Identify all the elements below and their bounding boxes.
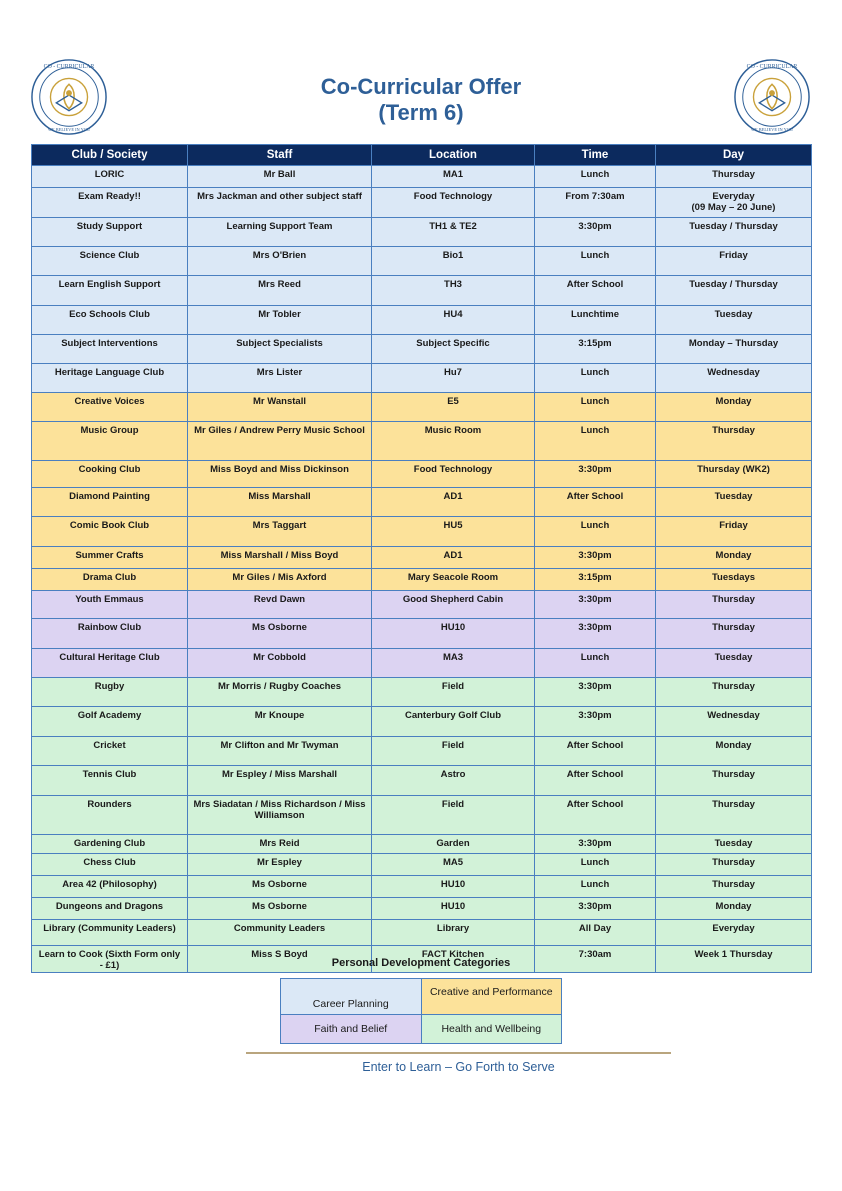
- time-cell: 3:30pm: [535, 898, 656, 920]
- location-cell: HU5: [372, 517, 535, 547]
- club-cell: Gardening Club: [32, 835, 188, 854]
- staff-cell: Ms Osborne: [188, 898, 372, 920]
- club-cell: Rounders: [32, 796, 188, 835]
- header-staff: Staff: [188, 145, 372, 166]
- page-title-line2: (Term 6): [378, 100, 464, 125]
- staff-cell: Mrs Taggart: [188, 517, 372, 547]
- table-row: [32, 188, 812, 218]
- day-cell: Thursday: [656, 766, 812, 796]
- day-cell: Thursday: [656, 591, 812, 619]
- table-row: [32, 517, 812, 547]
- table-row: [32, 247, 812, 276]
- time-cell: Lunch: [535, 876, 656, 898]
- table-row: [32, 218, 812, 247]
- day-cell: Monday: [656, 547, 812, 569]
- location-cell: Music Room: [372, 422, 535, 461]
- day-cell: Tuesday: [656, 306, 812, 335]
- day-cell: Wednesday: [656, 707, 812, 737]
- staff-cell: Ms Osborne: [188, 619, 372, 649]
- time-cell: 3:30pm: [535, 591, 656, 619]
- staff-cell: Mrs Reed: [188, 276, 372, 306]
- club-cell: Music Group: [32, 422, 188, 461]
- location-cell: Library: [372, 920, 535, 946]
- day-cell: Thursday: [656, 166, 812, 188]
- time-cell: After School: [535, 737, 656, 766]
- time-cell: After School: [535, 766, 656, 796]
- club-cell: Area 42 (Philosophy): [32, 876, 188, 898]
- club-cell: Summer Crafts: [32, 547, 188, 569]
- time-cell: Lunch: [535, 247, 656, 276]
- club-cell: Drama Club: [32, 569, 188, 591]
- table-row: [32, 364, 812, 393]
- logo-bottom-text: WE BELIEVE IN YOU: [47, 127, 91, 133]
- day-cell: Tuesday: [656, 835, 812, 854]
- footer-divider: [246, 1052, 671, 1054]
- location-cell: MA5: [372, 854, 535, 876]
- footer-motto: Enter to Learn – Go Forth to Serve: [362, 1060, 555, 1074]
- staff-cell: Miss Boyd and Miss Dickinson: [188, 461, 372, 488]
- page-title-line1: Co-Curricular Offer: [320, 74, 522, 99]
- table-row: [32, 547, 812, 569]
- legend-faith-belief: Faith and Belief: [281, 1015, 422, 1044]
- location-cell: Bio1: [372, 247, 535, 276]
- staff-cell: Mr Morris / Rugby Coaches: [188, 678, 372, 707]
- location-cell: Field: [372, 796, 535, 835]
- location-cell: TH3: [372, 276, 535, 306]
- staff-cell: Mr Giles / Mis Axford: [188, 569, 372, 591]
- location-cell: HU10: [372, 898, 535, 920]
- logo-top-text: CO - CURRICULAR: [43, 63, 95, 70]
- day-cell: Tuesday: [656, 488, 812, 517]
- club-cell: Cooking Club: [32, 461, 188, 488]
- time-cell: 3:30pm: [535, 547, 656, 569]
- location-cell: Canterbury Golf Club: [372, 707, 535, 737]
- table-row: [32, 619, 812, 649]
- day-cell: Monday: [656, 737, 812, 766]
- staff-cell: Mrs Lister: [188, 364, 372, 393]
- club-cell: Eco Schools Club: [32, 306, 188, 335]
- header-club: Club / Society: [32, 145, 188, 166]
- location-cell: Mary Seacole Room: [372, 569, 535, 591]
- time-cell: Lunchtime: [535, 306, 656, 335]
- staff-cell: Mr Knoupe: [188, 707, 372, 737]
- location-cell: Good Shepherd Cabin: [372, 591, 535, 619]
- club-cell: Library (Community Leaders): [32, 920, 188, 946]
- legend-career-planning: Career Planning: [281, 979, 422, 1015]
- staff-cell: Mrs Siadatan / Miss Richardson / Miss Williamson: [188, 796, 372, 835]
- location-cell: AD1: [372, 488, 535, 517]
- location-cell: Field: [372, 737, 535, 766]
- time-cell: Lunch: [535, 166, 656, 188]
- table-row: [32, 306, 812, 335]
- time-cell: All Day: [535, 920, 656, 946]
- club-cell: LORIC: [32, 166, 188, 188]
- table-row: [32, 166, 812, 188]
- club-cell: Diamond Painting: [32, 488, 188, 517]
- day-cell: Thursday: [656, 854, 812, 876]
- table-row: [32, 835, 812, 854]
- club-cell: Learn English Support: [32, 276, 188, 306]
- club-cell: Learn to Cook (Sixth Form only - £1): [32, 946, 188, 973]
- table-row: [32, 461, 812, 488]
- category-legend: [280, 978, 562, 1044]
- table-row: [32, 920, 812, 946]
- staff-cell: Mr Giles / Andrew Perry Music School: [188, 422, 372, 461]
- table-row: [32, 276, 812, 306]
- location-cell: MA3: [372, 649, 535, 678]
- table-row: [32, 649, 812, 678]
- club-cell: Subject Interventions: [32, 335, 188, 364]
- legend-health-wellbeing: Health and Wellbeing: [421, 1015, 562, 1044]
- co-curricular-table: [31, 144, 812, 973]
- day-cell: Thursday: [656, 678, 812, 707]
- time-cell: After School: [535, 796, 656, 835]
- club-cell: Study Support: [32, 218, 188, 247]
- location-cell: MA1: [372, 166, 535, 188]
- staff-cell: Miss Marshall: [188, 488, 372, 517]
- table-row: [32, 569, 812, 591]
- time-cell: Lunch: [535, 649, 656, 678]
- staff-cell: Mrs Reid: [188, 835, 372, 854]
- logo-top-text: CO - CURRICULAR: [746, 63, 798, 70]
- day-cell: Everyday (09 May – 20 June): [656, 188, 812, 218]
- location-cell: E5: [372, 393, 535, 422]
- time-cell: Lunch: [535, 517, 656, 547]
- location-cell: AD1: [372, 547, 535, 569]
- table-row: [32, 707, 812, 737]
- day-cell: Thursday (WK2): [656, 461, 812, 488]
- location-cell: Food Technology: [372, 188, 535, 218]
- location-cell: Astro: [372, 766, 535, 796]
- time-cell: Lunch: [535, 393, 656, 422]
- time-cell: 3:30pm: [535, 678, 656, 707]
- day-cell: Wednesday: [656, 364, 812, 393]
- time-cell: 7:30am: [535, 946, 656, 973]
- club-cell: Chess Club: [32, 854, 188, 876]
- time-cell: 3:15pm: [535, 335, 656, 364]
- staff-cell: Mr Ball: [188, 166, 372, 188]
- location-cell: Field: [372, 678, 535, 707]
- staff-cell: Mr Clifton and Mr Twyman: [188, 737, 372, 766]
- legend-creative-performance: Creative and Performance: [421, 979, 562, 1015]
- time-cell: After School: [535, 276, 656, 306]
- staff-cell: Subject Specialists: [188, 335, 372, 364]
- day-cell: Thursday: [656, 796, 812, 835]
- table-header-row: [32, 145, 812, 166]
- table-row: [32, 422, 812, 461]
- club-cell: Dungeons and Dragons: [32, 898, 188, 920]
- location-cell: Garden: [372, 835, 535, 854]
- staff-cell: Mr Cobbold: [188, 649, 372, 678]
- location-cell: HU10: [372, 876, 535, 898]
- table-row: [32, 766, 812, 796]
- time-cell: 3:30pm: [535, 218, 656, 247]
- staff-cell: Mr Wanstall: [188, 393, 372, 422]
- day-cell: Friday: [656, 247, 812, 276]
- staff-cell: Mrs O'Brien: [188, 247, 372, 276]
- legend-title: Personal Development Categories: [331, 957, 511, 969]
- header-location: Location: [372, 145, 535, 166]
- time-cell: 3:30pm: [535, 835, 656, 854]
- club-cell: Cultural Heritage Club: [32, 649, 188, 678]
- time-cell: 3:30pm: [535, 707, 656, 737]
- staff-cell: Learning Support Team: [188, 218, 372, 247]
- club-cell: Creative Voices: [32, 393, 188, 422]
- day-cell: Everyday: [656, 920, 812, 946]
- staff-cell: Mrs Jackman and other subject staff: [188, 188, 372, 218]
- page-title: [0, 74, 842, 126]
- table-row: [32, 898, 812, 920]
- staff-cell: Mr Espley: [188, 854, 372, 876]
- staff-cell: Community Leaders: [188, 920, 372, 946]
- time-cell: 3:15pm: [535, 569, 656, 591]
- table-row: [32, 393, 812, 422]
- time-cell: Lunch: [535, 364, 656, 393]
- day-cell: Monday: [656, 898, 812, 920]
- table-row: [32, 488, 812, 517]
- club-cell: Youth Emmaus: [32, 591, 188, 619]
- table-row: [32, 335, 812, 364]
- day-cell: Week 1 Thursday: [656, 946, 812, 973]
- time-cell: From 7:30am: [535, 188, 656, 218]
- day-cell: Tuesday / Thursday: [656, 276, 812, 306]
- day-cell: Friday: [656, 517, 812, 547]
- location-cell: Hu7: [372, 364, 535, 393]
- time-cell: Lunch: [535, 422, 656, 461]
- day-cell: Thursday: [656, 619, 812, 649]
- time-cell: 3:30pm: [535, 461, 656, 488]
- day-cell: Monday: [656, 393, 812, 422]
- club-cell: Comic Book Club: [32, 517, 188, 547]
- staff-cell: Mr Tobler: [188, 306, 372, 335]
- header-time: Time: [535, 145, 656, 166]
- day-cell: Thursday: [656, 876, 812, 898]
- day-cell: Tuesday: [656, 649, 812, 678]
- location-cell: TH1 & TE2: [372, 218, 535, 247]
- table-row: [32, 796, 812, 835]
- club-cell: Golf Academy: [32, 707, 188, 737]
- location-cell: FACT Kitchen: [372, 946, 535, 973]
- club-cell: Heritage Language Club: [32, 364, 188, 393]
- staff-cell: Miss S Boyd: [188, 946, 372, 973]
- club-cell: Exam Ready!!: [32, 188, 188, 218]
- table-row: [32, 591, 812, 619]
- time-cell: Lunch: [535, 854, 656, 876]
- location-cell: HU4: [372, 306, 535, 335]
- staff-cell: Miss Marshall / Miss Boyd: [188, 547, 372, 569]
- logo-bottom-text: WE BELIEVE IN YOU: [750, 127, 794, 133]
- time-cell: After School: [535, 488, 656, 517]
- location-cell: Subject Specific: [372, 335, 535, 364]
- table-row: [32, 876, 812, 898]
- header-day: Day: [656, 145, 812, 166]
- club-cell: Science Club: [32, 247, 188, 276]
- location-cell: Food Technology: [372, 461, 535, 488]
- day-cell: Tuesday / Thursday: [656, 218, 812, 247]
- day-cell: Thursday: [656, 422, 812, 461]
- staff-cell: Revd Dawn: [188, 591, 372, 619]
- club-cell: Rugby: [32, 678, 188, 707]
- day-cell: Monday – Thursday: [656, 335, 812, 364]
- table-row: [32, 678, 812, 707]
- location-cell: HU10: [372, 619, 535, 649]
- club-cell: Cricket: [32, 737, 188, 766]
- club-cell: Rainbow Club: [32, 619, 188, 649]
- club-cell: Tennis Club: [32, 766, 188, 796]
- table-row: [32, 854, 812, 876]
- table-body: [32, 166, 812, 973]
- time-cell: 3:30pm: [535, 619, 656, 649]
- staff-cell: Mr Espley / Miss Marshall: [188, 766, 372, 796]
- staff-cell: Ms Osborne: [188, 876, 372, 898]
- day-cell: Tuesdays: [656, 569, 812, 591]
- table-row: [32, 737, 812, 766]
